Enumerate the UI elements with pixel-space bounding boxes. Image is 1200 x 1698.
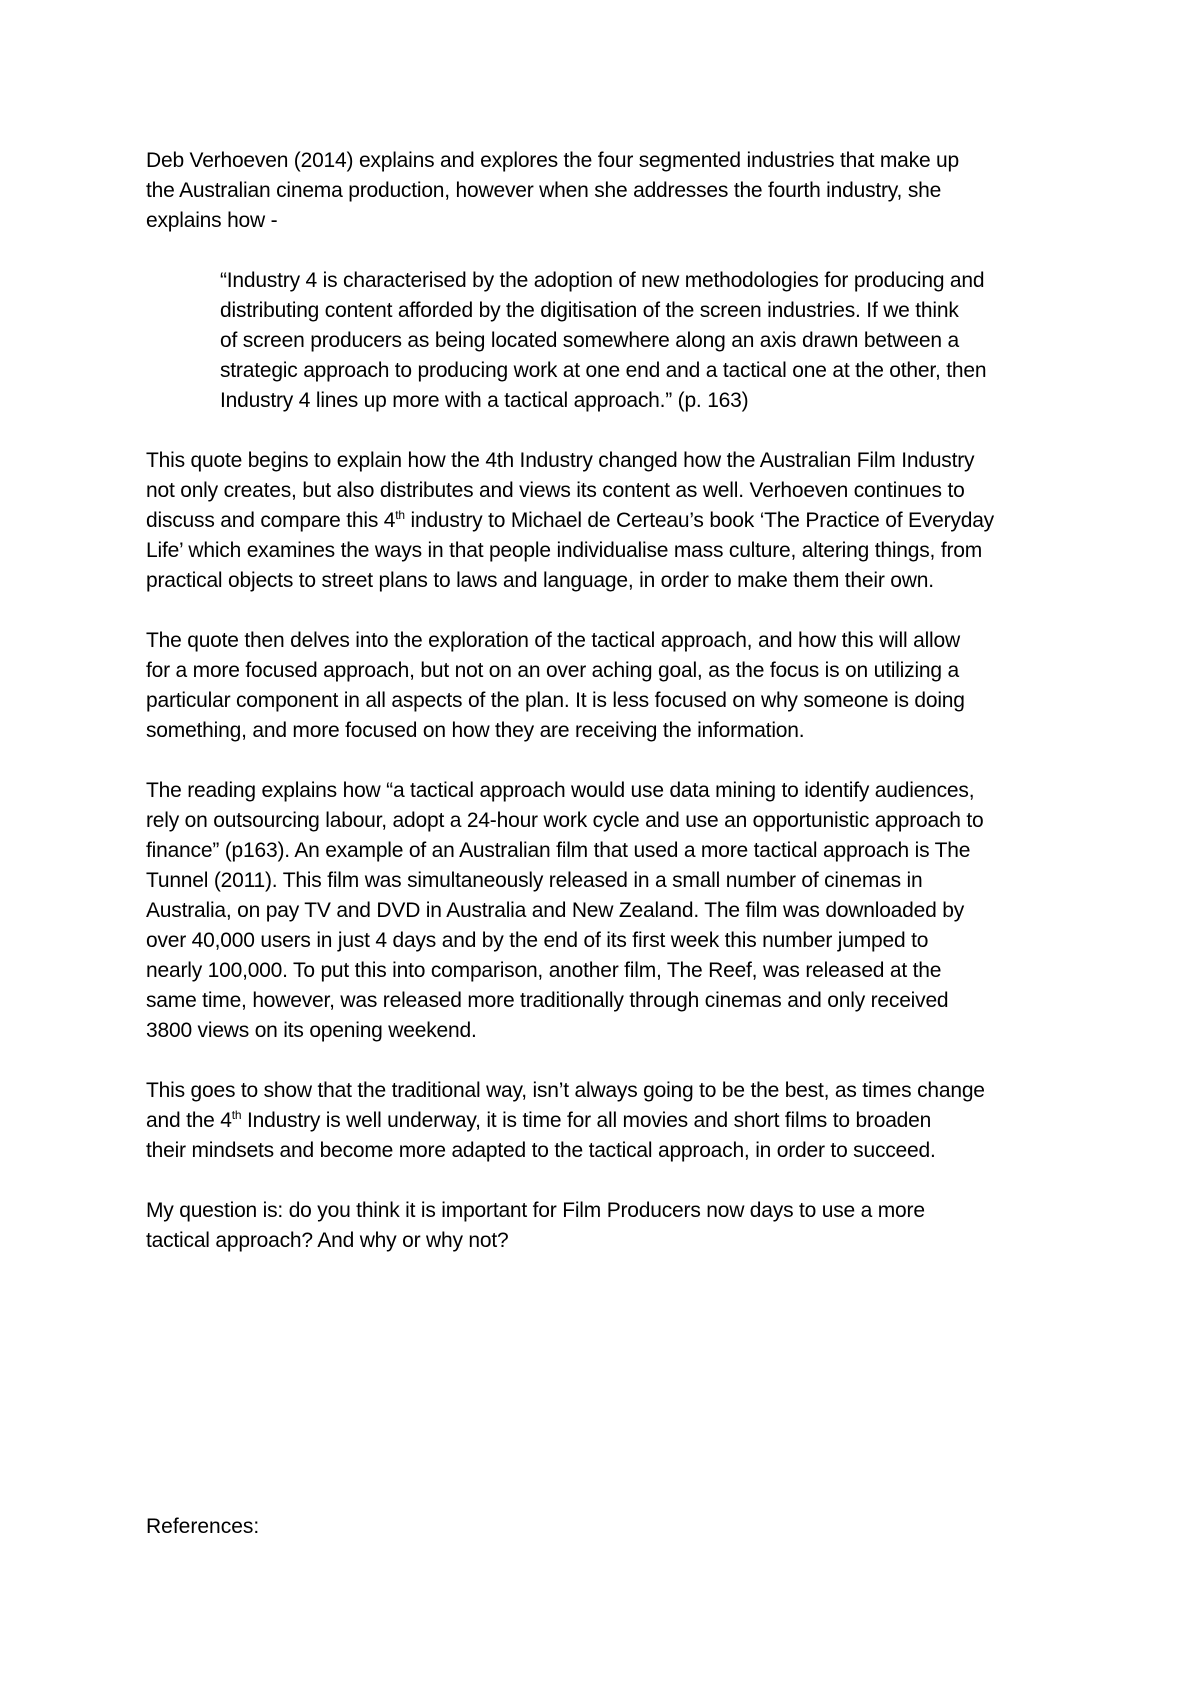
text-line: their mindsets and become more adapted to the tactical approach, in order to succeed. (146, 1139, 936, 1162)
quote-line: distributing content afforded by the digitisation of the screen industries. If we think (220, 299, 959, 322)
text-line: 3800 views on its opening weekend. (146, 1019, 477, 1042)
text-line: My question is: do you think it is important for Film Producers now days to use a more (146, 1199, 925, 1222)
text-line: not only creates, but also distributes and views its content as well. Verhoeven continues to (146, 479, 965, 502)
text-line: Tunnel (2011). This film was simultaneously released in a small number of cinemas in (146, 869, 923, 892)
text-line: Life’ which examines the ways in that people individualise mass culture, altering things, from (146, 539, 983, 562)
text-line: nearly 100,000. To put this into comparison, another film, The Reef, was released at the (146, 959, 942, 982)
references-heading: References: (146, 1515, 260, 1538)
text-segment: discuss and compare this 4 (146, 509, 396, 532)
text-line: something, and more focused on how they are receiving the information. (146, 719, 805, 742)
example-paragraph (146, 776, 1076, 1046)
ordinal-suffix: th (395, 508, 405, 522)
quote-line: of screen producers as being located somewhere along an axis drawn between a (220, 329, 959, 352)
text-line: the Australian cinema production, however when she addresses the fourth industry, she (146, 179, 942, 202)
text-line: tactical approach? And why or why not? (146, 1229, 509, 1252)
text-line: The quote then delves into the exploration of the tactical approach, and how this will allow (146, 629, 960, 652)
text-segment: Industry is well underway, it is time for all movies and short films to broaden (241, 1109, 932, 1132)
text-line: practical objects to street plans to laws and language, in order to make them their own. (146, 569, 934, 592)
text-line: rely on outsourcing labour, adopt a 24-hour work cycle and use an opportunistic approach to (146, 809, 984, 832)
text-line: over 40,000 users in just 4 days and by the end of its first week this number jumped to (146, 929, 929, 952)
text-line: finance” (p163). An example of an Australian film that used a more tactical approach is The (146, 839, 971, 862)
quote-line: Industry 4 lines up more with a tactical approach.” (p. 163) (220, 389, 749, 412)
text-line: Australia, on pay TV and DVD in Australia and New Zealand. The film was downloaded by (146, 899, 965, 922)
intro-paragraph (146, 146, 1076, 236)
conclusion-paragraph (146, 1076, 1076, 1166)
ordinal-suffix: th (231, 1108, 242, 1122)
text-segment: and the 4 (146, 1109, 232, 1132)
text-line (146, 1106, 1076, 1136)
text-line (146, 506, 1076, 536)
text-line: This goes to show that the traditional way, isn’t always going to be the best, as times change (146, 1079, 985, 1102)
text-segment: industry to Michael de Certeau’s book ‘The Practice of Everyday (404, 509, 994, 532)
text-line: for a more focused approach, but not on an over aching goal, as the focus is on utilizing a (146, 659, 959, 682)
quote-line: “Industry 4 is characterised by the adoption of new methodologies for producing and (220, 269, 985, 292)
text-line: Deb Verhoeven (2014) explains and explores the four segmented industries that make up (146, 149, 960, 172)
text-line: particular component in all aspects of the plan. It is less focused on why someone is doing (146, 689, 965, 712)
document-body (146, 146, 1076, 1286)
text-line: same time, however, was released more traditionally through cinemas and only received (146, 989, 949, 1012)
quote-line: strategic approach to producing work at one end and a tactical one at the other, then (220, 359, 987, 382)
question-paragraph (146, 1196, 1076, 1256)
block-quote (220, 266, 1076, 416)
text-line: explains how - (146, 209, 278, 232)
tactical-approach-paragraph (146, 626, 1076, 746)
text-line: The reading explains how “a tactical approach would use data mining to identify audiences, (146, 779, 975, 802)
text-line: This quote begins to explain how the 4th Industry changed how the Australian Film Industry (146, 449, 975, 472)
analysis-paragraph (146, 446, 1076, 596)
